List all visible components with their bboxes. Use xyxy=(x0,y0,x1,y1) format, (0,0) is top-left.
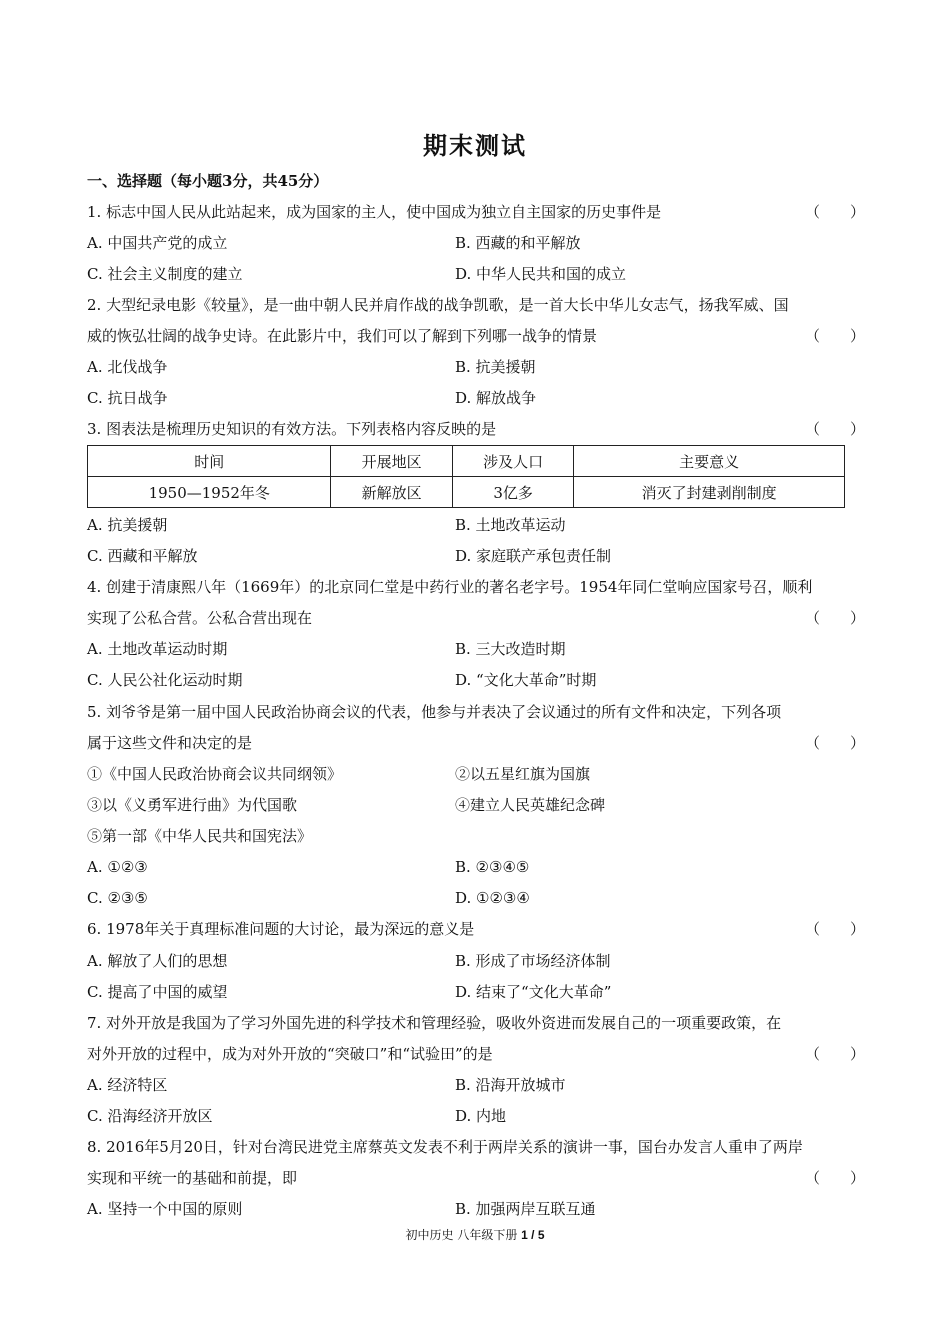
question-8-stem-line2 xyxy=(87,1168,865,1188)
option-d: D. ①②③④ xyxy=(455,889,530,907)
option-b: B. 土地改革运动 xyxy=(455,516,566,534)
table-header-cell: 涉及人口 xyxy=(452,446,573,477)
answer-bracket: （ ） xyxy=(804,734,865,752)
table-header-cell: 时间 xyxy=(88,446,331,477)
option-c: C. ②③⑤ xyxy=(87,889,148,907)
option-a: A. 土地改革运动时期 xyxy=(87,640,228,658)
option-a: A. 抗美援朝 xyxy=(87,516,168,534)
page-number: 1 / 5 xyxy=(521,1228,545,1242)
option-c: C. 提高了中国的威望 xyxy=(87,983,228,1001)
option-c: C. 社会主义制度的建立 xyxy=(87,265,243,283)
question-8-stem-line1: 8. 2016年5月20日，针对台湾民进党主席蔡英文发表不利于两岸关系的演讲一事，国台办发言人重申了两岸 xyxy=(87,1138,803,1156)
question-6-stem xyxy=(87,919,865,939)
option-d: D. “文化大革命”时期 xyxy=(455,671,597,689)
table-cell: 新解放区 xyxy=(331,477,452,508)
question-text: 威的恢弘壮阔的战争史诗。在此影片中，我们可以了解到下列哪一战争的情景 xyxy=(87,327,598,345)
option-d: D. 解放战争 xyxy=(455,389,537,407)
table-cell: 1950—1952年冬 xyxy=(88,477,331,508)
answer-bracket: （ ） xyxy=(804,1169,865,1187)
answer-bracket: （ ） xyxy=(804,1045,865,1063)
option-c: C. 人民公社化运动时期 xyxy=(87,671,243,689)
option-b: B. 抗美援朝 xyxy=(455,358,536,376)
statement-5: ⑤第一部《中华人民共和国宪法》 xyxy=(87,827,313,845)
answer-bracket: （ ） xyxy=(804,203,865,221)
option-a: A. 坚持一个中国的原则 xyxy=(87,1200,243,1218)
option-a: A. ①②③ xyxy=(87,858,148,876)
question-5-stem-line2 xyxy=(87,733,865,753)
question-5-stem-line1: 5. 刘爷爷是第一届中国人民政治协商会议的代表，他参与并表决了会议通过的所有文件和决定，下列各项 xyxy=(87,703,782,721)
statement-4: ④建立人民英雄纪念碑 xyxy=(455,796,606,814)
option-b: B. ②③④⑤ xyxy=(455,858,530,876)
question-1-stem xyxy=(87,202,865,222)
question-text: 1. 标志中国人民从此站起来，成为国家的主人，使中国成为独立自主国家的历史事件是 xyxy=(87,203,662,221)
option-d: D. 结束了“文化大革命” xyxy=(455,983,612,1001)
question-text: 实现了公私合营。公私合营出现在 xyxy=(87,609,313,627)
footer-text: 初中历史 八年级下册 xyxy=(405,1228,522,1242)
answer-bracket: （ ） xyxy=(804,327,865,345)
question-2-stem-line2 xyxy=(87,326,865,346)
option-c: C. 沿海经济开放区 xyxy=(87,1107,213,1125)
option-b: B. 加强两岸互联互通 xyxy=(455,1200,596,1218)
question-4-stem-line2 xyxy=(87,608,865,628)
option-b: B. 沿海开放城市 xyxy=(455,1076,566,1094)
section-heading: 一、选择题（每小题3分，共45分） xyxy=(87,172,329,190)
answer-bracket: （ ） xyxy=(804,420,865,438)
question-text: 对外开放的过程中，成为对外开放的“突破口”和“试验田”的是 xyxy=(87,1045,493,1063)
page-title: 期末测试 xyxy=(423,131,527,160)
question-text: 6. 1978年关于真理标准问题的大讨论，最为深远的意义是 xyxy=(87,920,475,938)
option-c: C. 抗日战争 xyxy=(87,389,168,407)
option-d: D. 家庭联产承包责任制 xyxy=(455,547,612,565)
option-a: A. 解放了人们的思想 xyxy=(87,952,228,970)
question-3-table xyxy=(87,445,845,508)
table-cell: 消灭了封建剥削制度 xyxy=(574,477,845,508)
question-text: 属于这些文件和决定的是 xyxy=(87,734,253,752)
question-7-stem-line1: 7. 对外开放是我国为了学习外国先进的科学技术和管理经验，吸收外资进而发展自己的一项重要政策，在 xyxy=(87,1014,782,1032)
question-7-stem-line2 xyxy=(87,1044,865,1064)
question-3-stem xyxy=(87,419,865,439)
answer-bracket: （ ） xyxy=(804,920,865,938)
option-d: D. 内地 xyxy=(455,1107,507,1125)
option-d: D. 中华人民共和国的成立 xyxy=(455,265,627,283)
answer-bracket: （ ） xyxy=(804,609,865,627)
question-text: 3. 图表法是梳理历史知识的有效方法。下列表格内容反映的是 xyxy=(87,420,497,438)
option-a: A. 北伐战争 xyxy=(87,358,168,376)
table-cell: 3亿多 xyxy=(452,477,573,508)
statement-3: ③以《义勇军进行曲》为代国歌 xyxy=(87,796,298,814)
table-header-cell: 开展地区 xyxy=(331,446,452,477)
page-footer xyxy=(0,1226,950,1243)
question-4-stem-line1: 4. 创建于清康熙八年（1669年）的北京同仁堂是中药行业的著名老字号。1954年同仁堂响应国家号召，顺利 xyxy=(87,578,813,596)
table-header-row xyxy=(88,446,845,477)
option-c: C. 西藏和平解放 xyxy=(87,547,198,565)
question-text: 实现和平统一的基础和前提，即 xyxy=(87,1169,298,1187)
statement-2: ②以五星红旗为国旗 xyxy=(455,765,591,783)
option-b: B. 形成了市场经济体制 xyxy=(455,952,611,970)
option-a: A. 中国共产党的成立 xyxy=(87,234,228,252)
table-header-cell: 主要意义 xyxy=(574,446,845,477)
statement-1: ①《中国人民政治协商会议共同纲领》 xyxy=(87,765,343,783)
option-b: B. 西藏的和平解放 xyxy=(455,234,581,252)
question-2-stem-line1: 2. 大型纪录电影《较量》，是一曲中朝人民并肩作战的战争凯歌，是一首大长中华儿女志气，扬我军威、国 xyxy=(87,296,789,314)
option-b: B. 三大改造时期 xyxy=(455,640,566,658)
table-row xyxy=(88,477,845,508)
option-a: A. 经济特区 xyxy=(87,1076,168,1094)
